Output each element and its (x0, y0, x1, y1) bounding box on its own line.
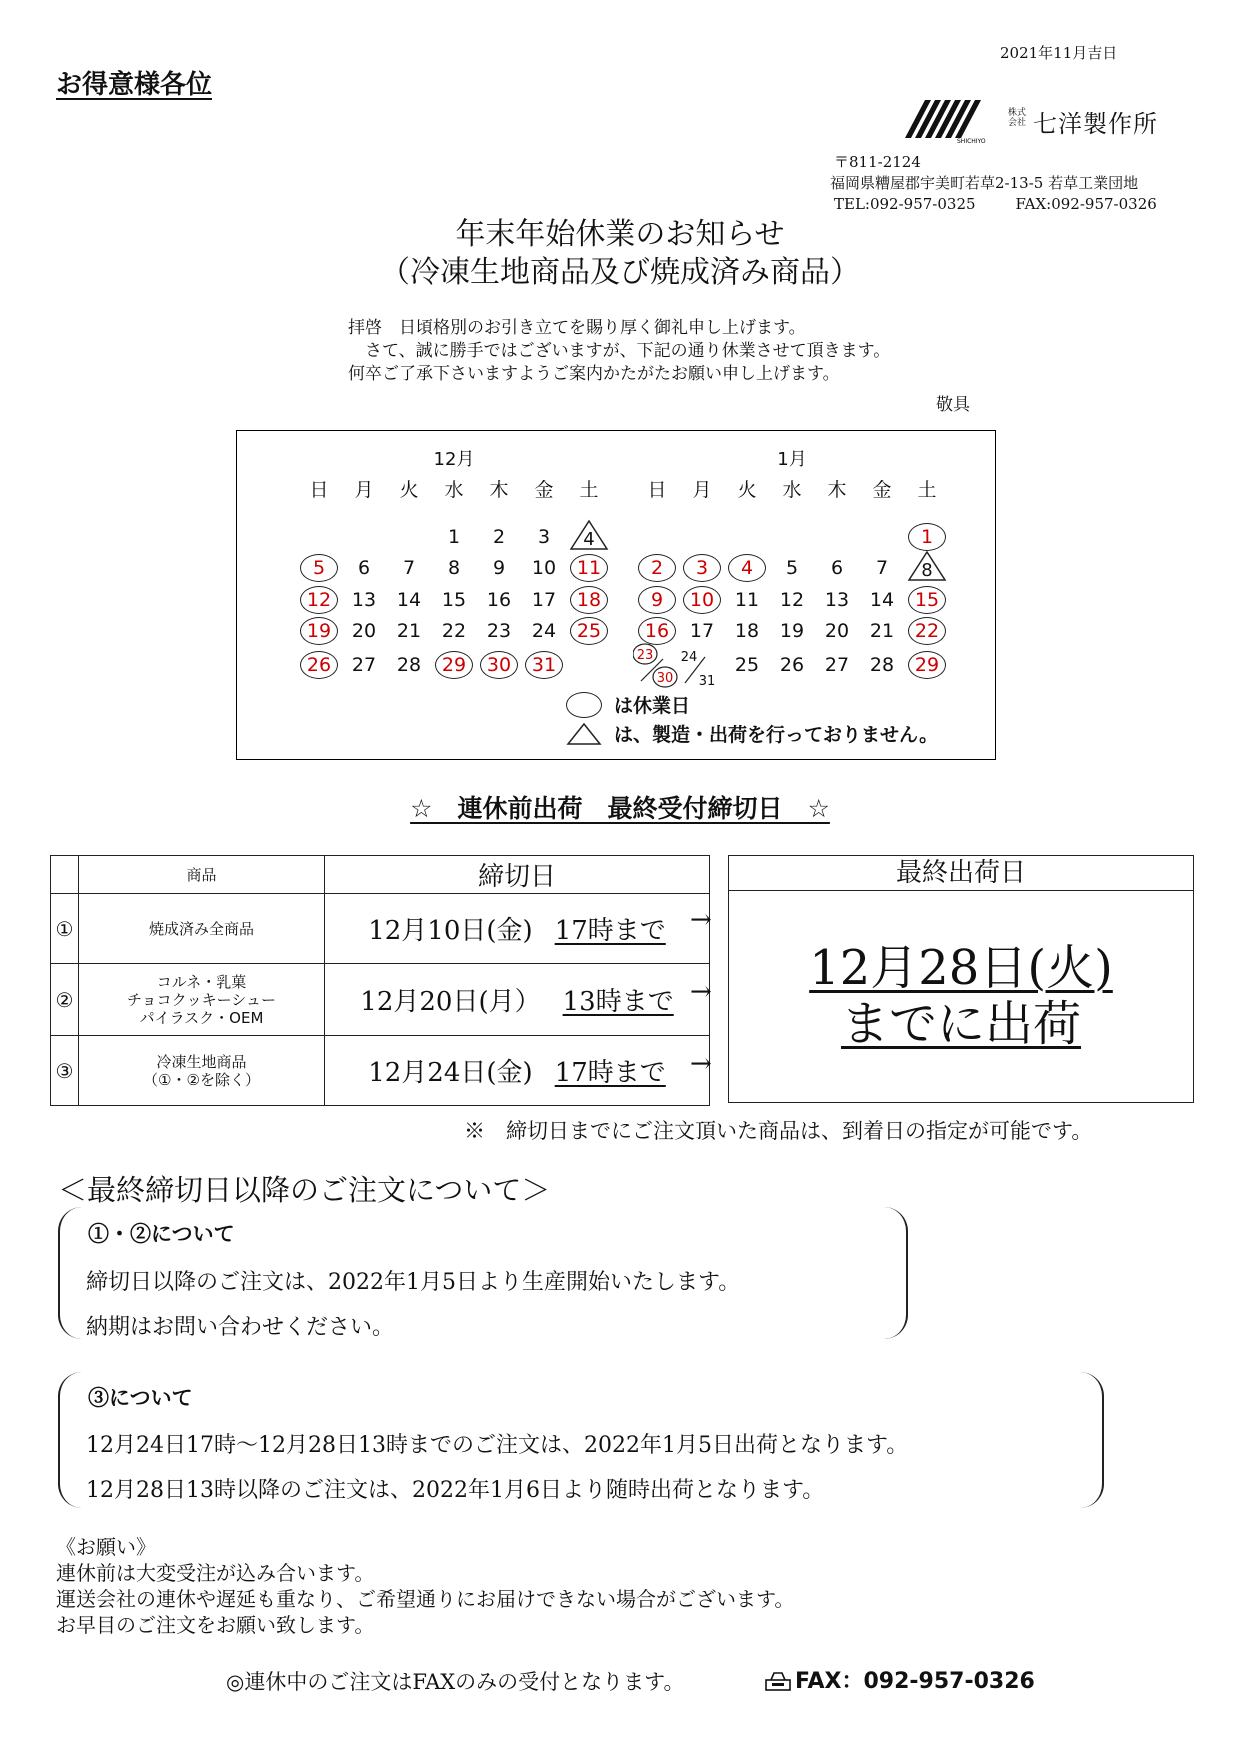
calendar-day: 22 (441, 620, 467, 643)
holiday-day: 31 (523, 650, 565, 680)
calendar-day: 6 (357, 557, 371, 580)
product-line: チョコクッキーシュー (127, 990, 276, 1009)
calendar-day: 21 (396, 620, 422, 643)
calendar-day: 23 (486, 620, 512, 643)
calendar-day: 3 (537, 525, 551, 548)
holiday-day: 29 (906, 650, 948, 680)
after-deadline-heading: ＜最終締切日以降のご注文について＞ (58, 1173, 551, 1207)
calendar-day: 28 (869, 653, 895, 676)
row-number: ③ (51, 1036, 79, 1106)
product-line: （①・②を除く） (143, 1070, 260, 1089)
weekday-header: 金 (872, 479, 892, 501)
deadline-heading: ☆ 連休前出荷 最終受付締切日 ☆ (410, 794, 830, 823)
calendar-day: 19 (779, 620, 805, 643)
final-shipping-line2: までに出荷 (840, 996, 1081, 1052)
greeting-line: 拝啓 日頃格別のお引き立てを賜り厚く御礼申し上げます。 (348, 318, 806, 338)
calendar-day: 10 (531, 557, 557, 580)
holiday-day: 11 (568, 553, 610, 583)
calendar-day: 14 (869, 588, 895, 611)
deadline-cell (325, 1036, 710, 1106)
holiday-day: 15 (906, 585, 948, 615)
holiday-day: 22 (906, 616, 948, 646)
footer-note: ◎連休中のご注文はFAXのみの受付となります。 (226, 1670, 685, 1694)
closing: 敬具 (936, 395, 970, 415)
calendar-day: 24 (531, 620, 557, 643)
split-date-cell (633, 639, 733, 689)
calendar-day: 27 (824, 653, 850, 676)
company-logo (905, 98, 1170, 144)
product-line: コルネ・乳菓 (156, 972, 247, 991)
calendar-day: 14 (396, 588, 422, 611)
holiday-day: 26 (298, 650, 340, 680)
holiday-day: 18 (568, 585, 610, 615)
calendar-day: 5 (785, 557, 799, 580)
deadline-time: 17時まで (554, 916, 666, 946)
holiday-day: 3 (681, 553, 723, 583)
weekday-header: 土 (579, 479, 599, 501)
holiday-day: 1 (906, 522, 948, 552)
recipient: お得意様各位 (56, 70, 213, 100)
request-line: 連休前は大変受注が込み合います。 (56, 1561, 375, 1585)
legend-triangle-icon (566, 722, 602, 746)
holiday-day: 5 (298, 553, 340, 583)
issue-date: 2021年11月吉日 (1000, 44, 1118, 62)
dec-month-label: 12月 (433, 449, 475, 470)
calendar-day: 12 (779, 588, 805, 611)
holiday-day: 30 (478, 650, 520, 680)
request-line: お早目のご注文をお願い致します。 (56, 1613, 375, 1637)
final-shipping-date (729, 940, 1193, 1052)
weekday-header: 月 (692, 479, 712, 501)
calendar-day: 27 (351, 653, 377, 676)
calendar-day: 25 (734, 653, 760, 676)
deadline-date: 12月24日(金) (368, 1058, 533, 1088)
postal-code: 〒811-2124 (834, 153, 921, 171)
calendar-day: 26 (779, 653, 805, 676)
split-a-bottom: 30 (656, 670, 674, 686)
table-row (51, 1036, 710, 1106)
svg-text:8: 8 (921, 560, 933, 582)
holiday-day: 12 (298, 585, 340, 615)
calendar-day: 28 (396, 653, 422, 676)
calendar-day: 21 (869, 620, 895, 643)
product-cell (79, 1036, 325, 1106)
weekday-header: 水 (782, 479, 802, 501)
deadline-date: 12月10日(金) (368, 916, 533, 946)
product-line: 焼成済み全商品 (148, 919, 254, 938)
holiday-day: 19 (298, 616, 340, 646)
box2-line: 12月28日13時以降のご注文は、2022年1月6日より随時出荷となります。 (86, 1478, 825, 1503)
product-line: 冷凍生地商品 (156, 1052, 247, 1071)
box1-line: 納期はお問い合わせください。 (86, 1315, 395, 1340)
fax-number: FAX:092-957-0326 (1015, 195, 1157, 213)
product-cell (79, 894, 325, 964)
title-line1: 年末年始休業のお知らせ (455, 217, 785, 252)
weekday-header: 日 (309, 479, 329, 501)
weekday-header: 木 (489, 479, 509, 501)
calendar-day: 18 (734, 620, 760, 643)
deadline-time: 17時まで (554, 1058, 666, 1088)
table-header-num (51, 856, 79, 894)
page-title (0, 216, 1240, 292)
weekday-header: 火 (399, 479, 419, 501)
arrow-icon: → (690, 977, 712, 1007)
arrow-icon: → (690, 1049, 712, 1079)
box1-line: 締切日以降のご注文は、2022年1月5日より生産開始いたします。 (86, 1270, 741, 1295)
calendar-day: 11 (734, 588, 760, 611)
calendar-day: 16 (486, 588, 512, 611)
calendar-day: 20 (351, 620, 377, 643)
calendar-day: 2 (492, 525, 506, 548)
deadline-cell (325, 894, 710, 964)
table-row (51, 894, 710, 964)
no-shipping-day (569, 519, 609, 551)
holiday-day: 10 (681, 585, 723, 615)
arrow-icon: → (690, 905, 712, 935)
request-section (56, 1534, 794, 1638)
table-row (51, 964, 710, 1036)
deadline-table (50, 855, 710, 1106)
request-line: 運送会社の連休や遅延も重なり、ご希望通りにお届けできない場合がございます。 (56, 1587, 795, 1611)
logo-sub: SHICHIYO (957, 138, 986, 144)
final-shipping-line1: 12月28日(火) (809, 940, 1113, 996)
weekday-header: 土 (917, 479, 937, 501)
table-header-deadline: 締切日 (325, 856, 710, 894)
calendar-day: 7 (875, 557, 889, 580)
calendar-day: 13 (351, 588, 377, 611)
calendar-day: 13 (824, 588, 850, 611)
final-shipping-header: 最終出荷日 (729, 856, 1193, 891)
greeting (348, 317, 890, 386)
split-a-top: 23 (636, 647, 654, 663)
title-line2: （冷凍生地商品及び焼成済み商品） (380, 255, 860, 290)
deadline-time: 13時まで (562, 987, 674, 1017)
tel: TEL:092-957-0325 (834, 195, 976, 213)
holiday-day: 9 (636, 585, 678, 615)
company-address (830, 152, 1157, 215)
calendar-day: 17 (531, 588, 557, 611)
footer-fax: FAX：092-957-0326 (795, 1669, 1035, 1694)
footnote: ※ 締切日までにご注文頂いた商品は、到着日の指定が可能です。 (464, 1119, 1093, 1143)
contact-line (834, 194, 1157, 215)
product-cell (79, 964, 325, 1036)
street-address: 福岡県糟屋郡宇美町若草2-13-5 若草工業団地 (830, 174, 1139, 192)
fax-machine-icon (764, 1670, 792, 1692)
legend-no-shipping: は、製造・出荷を行っておりません。 (614, 724, 939, 746)
box2-line: 12月24日17時～12月28日13時までのご注文は、2022年1月5日出荷となります。 (86, 1433, 909, 1458)
deadline-date: 12月20日(月） (360, 987, 541, 1017)
weekday-header: 日 (647, 479, 667, 501)
final-shipping-box (728, 855, 1194, 1103)
weekday-header: 月 (354, 479, 374, 501)
holiday-day: 16 (636, 616, 678, 646)
legend-holiday: は休業日 (614, 695, 691, 717)
holiday-day: 2 (636, 553, 678, 583)
request-title: 《お願い》 (56, 1535, 156, 1559)
svg-text:4: 4 (583, 528, 595, 550)
weekday-header: 火 (737, 479, 757, 501)
box2-heading: ③について (88, 1385, 193, 1410)
calendar-day: 7 (402, 557, 416, 580)
weekday-header: 水 (444, 479, 464, 501)
product-line: パイラスク・OEM (139, 1008, 264, 1027)
calendar-day: 20 (824, 620, 850, 643)
calendar-day: 6 (830, 557, 844, 580)
no-shipping-day (907, 550, 947, 582)
calendar-day: 17 (689, 620, 715, 643)
split-b-bottom: 31 (698, 673, 716, 689)
company-kabushiki: 株式会社 (1008, 108, 1027, 128)
calendar-day: 15 (441, 588, 467, 611)
weekday-header: 金 (534, 479, 554, 501)
greeting-line: さて、誠に勝手ではございますが、下記の通り休業させて頂きます。 (348, 341, 891, 361)
company-name: 七洋製作所 (1033, 110, 1158, 138)
calendar-day: 8 (447, 557, 461, 580)
holiday-day: 29 (433, 650, 475, 680)
calendar-day: 1 (447, 525, 461, 548)
split-b-top: 24 (680, 649, 698, 665)
weekday-header: 木 (827, 479, 847, 501)
greeting-line: 何卒ご了承下さいますようご案内かたがたお願い申し上げます。 (348, 364, 840, 384)
table-header-product: 商品 (79, 856, 325, 894)
row-number: ① (51, 894, 79, 964)
box1-heading: ①・②について (88, 1221, 235, 1246)
holiday-day: 4 (726, 553, 768, 583)
holiday-day: 25 (568, 616, 610, 646)
deadline-cell (325, 964, 710, 1036)
legend-circle-icon (566, 692, 602, 718)
calendar-day: 9 (492, 557, 506, 580)
row-number: ② (51, 964, 79, 1036)
jan-month-label: 1月 (777, 449, 807, 470)
